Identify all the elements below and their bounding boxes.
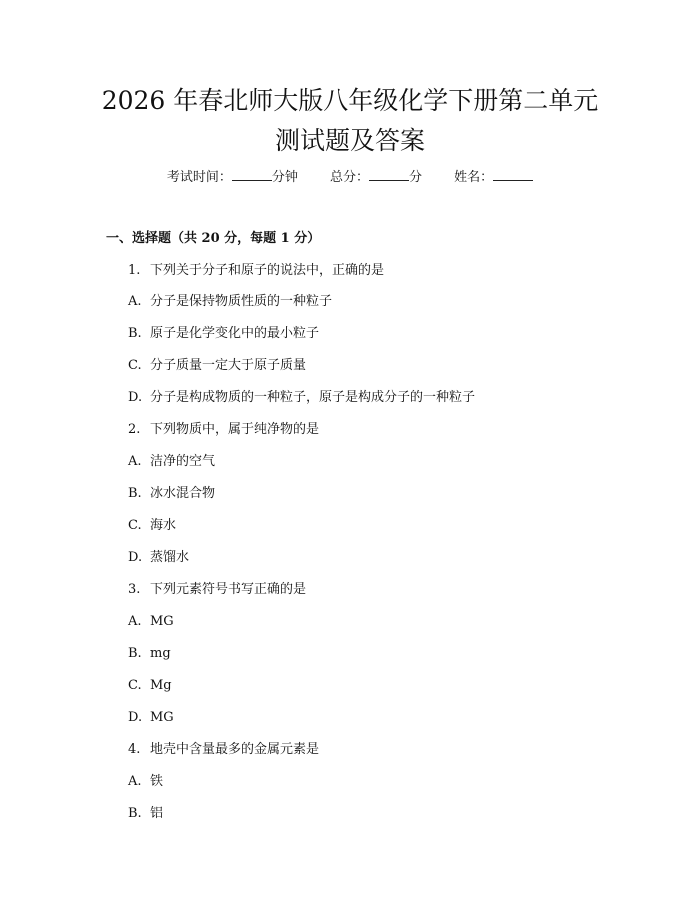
option-label: D. bbox=[128, 710, 143, 725]
score-label: 总分： bbox=[329, 170, 369, 185]
option-text: MG bbox=[150, 614, 174, 629]
score-blank bbox=[369, 168, 409, 181]
question-text: 下列关于分子和原子的说法中，正确的是 bbox=[150, 263, 385, 278]
question-2 bbox=[128, 420, 319, 440]
option-3a bbox=[128, 612, 174, 632]
question-3 bbox=[128, 580, 306, 600]
option-text: mg bbox=[150, 646, 171, 661]
name-field bbox=[454, 170, 533, 185]
time-blank bbox=[232, 168, 272, 181]
option-1b bbox=[128, 324, 319, 344]
option-4b bbox=[128, 804, 163, 824]
question-number: 3. bbox=[128, 582, 141, 597]
option-3d bbox=[128, 708, 174, 728]
option-2a bbox=[128, 452, 215, 472]
option-2b bbox=[128, 484, 215, 504]
option-label: A. bbox=[128, 614, 142, 629]
question-1 bbox=[128, 261, 384, 281]
score-field bbox=[330, 170, 426, 185]
option-label: B. bbox=[128, 806, 142, 821]
name-blank bbox=[493, 168, 533, 181]
option-text: Mg bbox=[150, 678, 172, 693]
option-3b bbox=[128, 644, 171, 664]
option-1a bbox=[128, 292, 332, 312]
option-label: D. bbox=[128, 550, 143, 565]
option-label: C. bbox=[128, 358, 142, 373]
question-number: 1. bbox=[128, 263, 141, 278]
option-label: B. bbox=[128, 326, 142, 341]
option-label: C. bbox=[128, 678, 142, 693]
option-4a bbox=[128, 772, 163, 792]
question-number: 4. bbox=[128, 742, 141, 757]
question-text: 地壳中含量最多的金属元素是 bbox=[150, 742, 320, 757]
option-3c bbox=[128, 676, 172, 696]
option-text: 原子是化学变化中的最小粒子 bbox=[150, 326, 320, 341]
time-field bbox=[167, 170, 302, 185]
option-text: 洁净的空气 bbox=[150, 454, 216, 469]
option-text: 铁 bbox=[150, 774, 164, 789]
option-text: MG bbox=[150, 710, 174, 725]
section-heading: 一、选择题（共 20 分，每题 1 分） bbox=[106, 231, 321, 246]
question-text: 下列物质中，属于纯净物的是 bbox=[150, 422, 320, 437]
question-text: 下列元素符号书写正确的是 bbox=[150, 582, 307, 597]
option-label: C. bbox=[128, 518, 142, 533]
time-label: 考试时间： bbox=[166, 170, 232, 185]
option-1c bbox=[128, 356, 306, 376]
option-text: 冰水混合物 bbox=[150, 486, 216, 501]
option-label: D. bbox=[128, 390, 143, 405]
question-number: 2. bbox=[128, 422, 141, 437]
name-label: 姓名： bbox=[454, 170, 494, 185]
exam-meta bbox=[0, 168, 700, 188]
option-label: A. bbox=[128, 454, 142, 469]
option-1d bbox=[128, 388, 475, 408]
option-text: 分子是保持物质性质的一种粒子 bbox=[150, 294, 333, 309]
page-title-line-1: 2026 年春北师大版八年级化学下册第二单元 bbox=[101, 86, 599, 115]
score-unit: 分 bbox=[409, 170, 423, 185]
option-text: 分子是构成物质的一种粒子，原子是构成分子的一种粒子 bbox=[150, 390, 476, 405]
option-2c bbox=[128, 516, 176, 536]
question-4 bbox=[128, 740, 319, 760]
option-text: 海水 bbox=[150, 518, 177, 533]
time-unit: 分钟 bbox=[271, 170, 298, 185]
option-label: B. bbox=[128, 646, 142, 661]
option-label: B. bbox=[128, 486, 142, 501]
page-title-line-2: 测试题及答案 bbox=[274, 126, 425, 155]
option-text: 分子质量一定大于原子质量 bbox=[150, 358, 307, 373]
option-2d bbox=[128, 548, 189, 568]
option-text: 蒸馏水 bbox=[150, 550, 190, 565]
option-label: A. bbox=[128, 774, 142, 789]
option-label: A. bbox=[128, 294, 142, 309]
option-text: 铝 bbox=[150, 806, 164, 821]
